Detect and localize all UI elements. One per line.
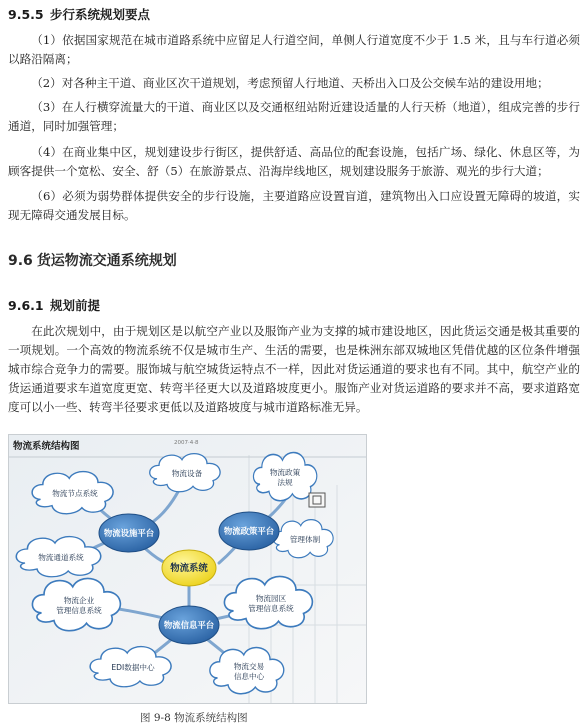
hub-left <box>99 514 159 552</box>
paragraph-3: （3）在人行横穿流量大的干道、商业区以及交通枢纽站附近建设适量的人行天桥（地道），组成完善的步行通道，同时加强管理； <box>8 100 580 133</box>
diagram-svg <box>9 435 366 703</box>
figure-caption: 图 9-8 物流系统结构图 <box>140 712 248 724</box>
cloud-label: 管理信息系统 <box>248 604 294 613</box>
cloud-label: EDI数据中心 <box>111 663 155 672</box>
document-icon <box>309 493 325 507</box>
paragraph-6: 在此次规划中，由于规划区是以航空产业以及服饰产业为支撑的城市建设地区，因此货运交通是极其重要的一项规划。一个高效的物流系统不仅是城市生产、生活的需要，也是株洲东部双城地区凭借优越的区位条件增强城市综合竞争力的需要。服饰城与航空城货运特点不一样，因此对货运通道的要求也有不同。其中，航空产业的货运通道要求车道宽度更宽、转弯半径更大以及道路坡度更小。服饰产业对货运道路的要求并不高，要求道路宽度可以小一些、转弯半径要求更低以及道路坡度与城市道路标准无异。 <box>8 324 580 414</box>
logistics-structure-figure <box>8 434 367 704</box>
cloud-label: 物流企业 <box>63 596 95 605</box>
center-label: 物流系统 <box>170 563 208 574</box>
cloud-label: 物流交易 <box>233 662 265 671</box>
hub-label: 物流信息平台 <box>163 620 215 630</box>
cloud-label: 物流设备 <box>171 469 203 478</box>
paragraph-5: （6）必须为弱势群体提供安全的步行设施，主要道路应设置盲道，建筑物出入口应设置无障碍的坡道，实现无障碍交通发展目标。 <box>8 189 580 222</box>
paragraph-2: （2）对各种主干道、商业区次干道规划，考虑预留人行地道、天桥出入口及公交候车站的建设用地； <box>31 76 549 90</box>
paragraph-1: （1）依据国家规范在城市道路系统中应留足人行道空间，单侧人行道宽度不少于 1.5 米，且与车行道必须以路沿隔离； <box>8 33 580 66</box>
center-node <box>162 550 216 586</box>
cloud-label: 物流节点系统 <box>52 489 98 498</box>
cloud-label: 管理体制 <box>289 535 321 544</box>
section-title: 货运物流交通系统规划 <box>36 253 177 269</box>
section-number: 9.5.5 <box>8 7 44 22</box>
figure-stamp: 2007·4·8 <box>174 440 199 446</box>
cloud-label: 物流园区 <box>255 594 287 603</box>
cloud-label: 物流通道系统 <box>38 553 84 562</box>
hub-label: 物流设施平台 <box>103 528 155 538</box>
cloud-label: 管理信息系统 <box>56 606 102 615</box>
section-heading-9-6 <box>8 250 177 270</box>
figure-title: 物流系统结构图 <box>13 441 80 452</box>
section-number: 9.6 <box>8 253 33 269</box>
section-heading-9-6-1 <box>8 296 100 314</box>
hub-right <box>219 512 279 550</box>
section-title: 规划前提 <box>50 298 101 313</box>
hub-label: 物流政策平台 <box>223 526 275 536</box>
section-title: 步行系统规划要点 <box>50 7 151 22</box>
section-number: 9.6.1 <box>8 298 44 313</box>
cloud-label: 信息中心 <box>233 672 265 681</box>
hub-bottom <box>159 606 219 644</box>
cloud-label: 物流政策 <box>269 468 301 477</box>
paragraph-4: （4）在商业集中区，规划建设步行街区，提供舒适、高品位的配套设施，包括广场、绿化、休息区等，为顾客提供一个宽松、安全、舒（5）在旅游景点、沿海岸线地区，规划建设服务于旅游、观光的步行大道； <box>8 145 580 178</box>
section-heading-9-5-5 <box>8 5 150 23</box>
cloud-label: 法规 <box>277 478 293 487</box>
